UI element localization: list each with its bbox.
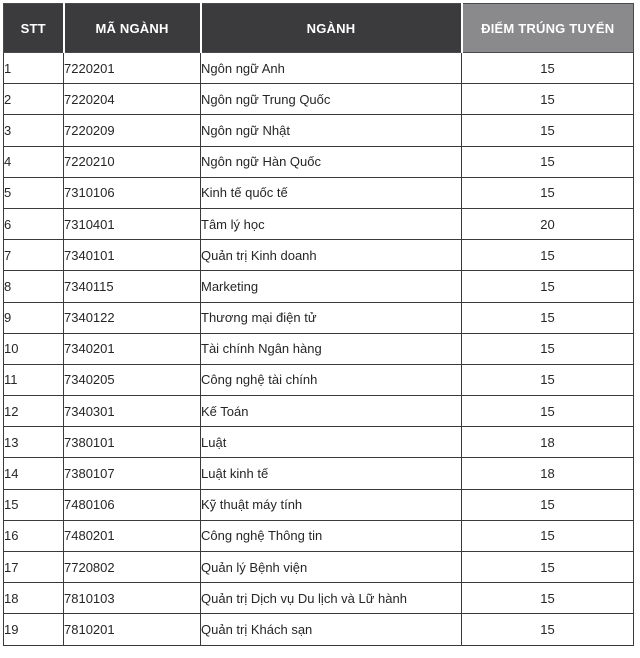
cell-admission-score: 18 (462, 427, 634, 458)
cell-major-code: 7340115 (64, 271, 201, 302)
cell-admission-score: 20 (462, 208, 634, 239)
cell-admission-score: 18 (462, 458, 634, 489)
cell-stt: 19 (4, 614, 64, 645)
cell-major-name: Công nghệ Thông tin (201, 520, 462, 551)
cell-admission-score: 15 (462, 115, 634, 146)
cell-major-code: 7340101 (64, 240, 201, 271)
cell-stt: 2 (4, 84, 64, 115)
cell-major-code: 7340201 (64, 333, 201, 364)
table-row (4, 53, 634, 84)
cell-major-code: 7480106 (64, 489, 201, 520)
cell-admission-score: 15 (462, 583, 634, 614)
table-row (4, 177, 634, 208)
cell-major-name: Ngôn ngữ Nhật (201, 115, 462, 146)
cell-major-code: 7340301 (64, 396, 201, 427)
cell-major-code: 7340122 (64, 302, 201, 333)
cell-major-code: 7310401 (64, 208, 201, 239)
cell-major-name: Thương mại điện tử (201, 302, 462, 333)
cell-admission-score: 15 (462, 240, 634, 271)
cell-major-name: Tài chính Ngân hàng (201, 333, 462, 364)
cell-admission-score: 15 (462, 489, 634, 520)
cell-major-code: 7720802 (64, 552, 201, 583)
cell-major-code: 7310106 (64, 177, 201, 208)
cell-major-name: Luật (201, 427, 462, 458)
cell-major-name: Kỹ thuật máy tính (201, 489, 462, 520)
cell-stt: 15 (4, 489, 64, 520)
cell-stt: 18 (4, 583, 64, 614)
admission-scores-table (3, 3, 634, 646)
table-body (4, 53, 634, 646)
cell-admission-score: 15 (462, 520, 634, 551)
cell-stt: 6 (4, 208, 64, 239)
cell-admission-score: 15 (462, 364, 634, 395)
table-row (4, 489, 634, 520)
cell-stt: 4 (4, 146, 64, 177)
table-row (4, 302, 634, 333)
cell-major-code: 7810103 (64, 583, 201, 614)
cell-major-name: Kế Toán (201, 396, 462, 427)
cell-stt: 8 (4, 271, 64, 302)
cell-major-code: 7220210 (64, 146, 201, 177)
cell-major-name: Kinh tế quốc tế (201, 177, 462, 208)
cell-stt: 5 (4, 177, 64, 208)
cell-major-name: Quản trị Khách sạn (201, 614, 462, 645)
cell-admission-score: 15 (462, 271, 634, 302)
cell-major-code: 7340205 (64, 364, 201, 395)
table-row (4, 458, 634, 489)
cell-stt: 11 (4, 364, 64, 395)
cell-admission-score: 15 (462, 552, 634, 583)
table-header-row (4, 4, 634, 53)
cell-major-name: Ngôn ngữ Anh (201, 53, 462, 84)
table-row (4, 364, 634, 395)
header-major-code: MÃ NGÀNH (64, 4, 201, 53)
cell-stt: 16 (4, 520, 64, 551)
cell-stt: 10 (4, 333, 64, 364)
cell-major-code: 7220201 (64, 53, 201, 84)
table-row (4, 333, 634, 364)
cell-admission-score: 15 (462, 146, 634, 177)
cell-admission-score: 15 (462, 302, 634, 333)
cell-admission-score: 15 (462, 396, 634, 427)
cell-major-name: Quản trị Kinh doanh (201, 240, 462, 271)
table-row (4, 271, 634, 302)
table-row (4, 520, 634, 551)
cell-major-name: Ngôn ngữ Hàn Quốc (201, 146, 462, 177)
table-row (4, 396, 634, 427)
table-row (4, 240, 634, 271)
cell-major-name: Công nghệ tài chính (201, 364, 462, 395)
table-row (4, 614, 634, 645)
cell-stt: 14 (4, 458, 64, 489)
cell-major-code: 7480201 (64, 520, 201, 551)
cell-stt: 12 (4, 396, 64, 427)
cell-major-name: Quản trị Dịch vụ Du lịch và Lữ hành (201, 583, 462, 614)
cell-major-name: Quản lý Bệnh viện (201, 552, 462, 583)
table-row (4, 84, 634, 115)
cell-admission-score: 15 (462, 177, 634, 208)
cell-admission-score: 15 (462, 84, 634, 115)
header-major-name: NGÀNH (201, 4, 462, 53)
admission-scores-table-wrapper (3, 3, 633, 646)
cell-stt: 9 (4, 302, 64, 333)
cell-major-code: 7380107 (64, 458, 201, 489)
table-row (4, 208, 634, 239)
cell-major-code: 7220209 (64, 115, 201, 146)
table-row (4, 583, 634, 614)
cell-major-code: 7220204 (64, 84, 201, 115)
table-row (4, 427, 634, 458)
cell-admission-score: 15 (462, 53, 634, 84)
cell-stt: 17 (4, 552, 64, 583)
cell-admission-score: 15 (462, 333, 634, 364)
cell-stt: 13 (4, 427, 64, 458)
cell-major-code: 7810201 (64, 614, 201, 645)
header-stt: STT (4, 4, 64, 53)
header-admission-score: ĐIỂM TRÚNG TUYỂN (462, 4, 634, 53)
cell-major-name: Ngôn ngữ Trung Quốc (201, 84, 462, 115)
cell-stt: 7 (4, 240, 64, 271)
cell-major-name: Marketing (201, 271, 462, 302)
table-row (4, 552, 634, 583)
cell-stt: 3 (4, 115, 64, 146)
cell-admission-score: 15 (462, 614, 634, 645)
cell-stt: 1 (4, 53, 64, 84)
table-row (4, 146, 634, 177)
cell-major-name: Luật kinh tế (201, 458, 462, 489)
cell-major-code: 7380101 (64, 427, 201, 458)
table-row (4, 115, 634, 146)
cell-major-name: Tâm lý học (201, 208, 462, 239)
